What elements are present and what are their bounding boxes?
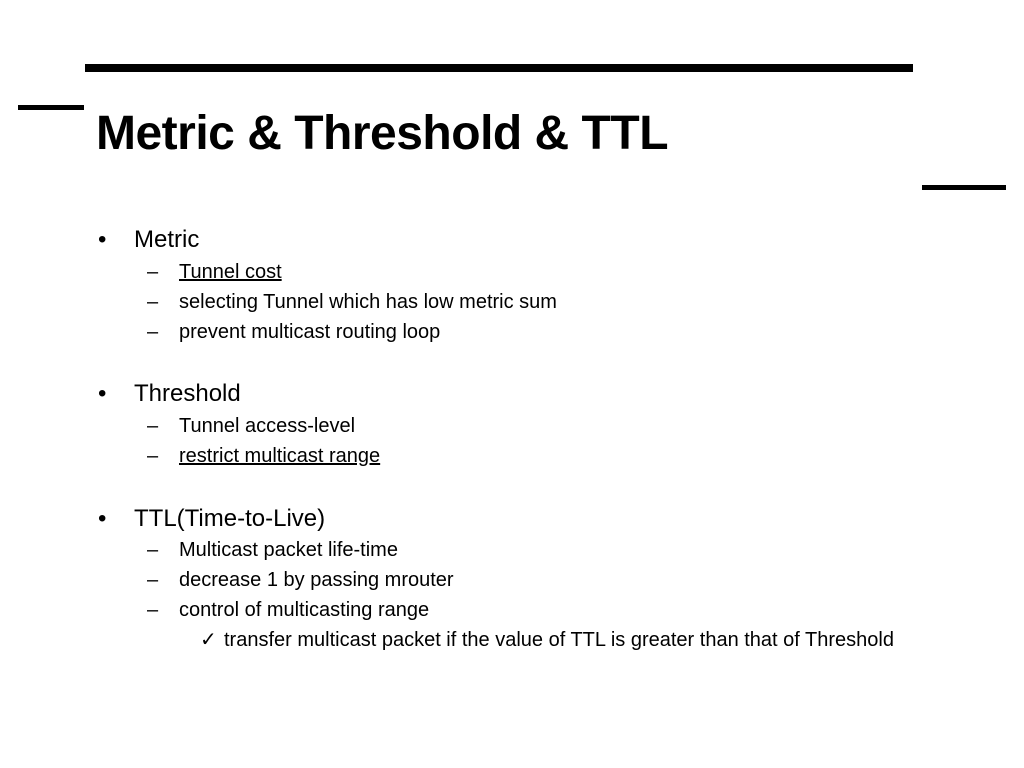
dash-icon: – xyxy=(147,569,159,591)
sub-item-prevent-loop: prevent multicast routing loop xyxy=(179,321,441,343)
dash-icon: – xyxy=(147,599,159,621)
sub-item-life-time: Multicast packet life-time xyxy=(179,539,398,561)
bullet-icon: • xyxy=(98,226,107,253)
bullet-threshold: Threshold xyxy=(134,380,241,407)
sub-item-control-range: control of multicasting range xyxy=(179,599,430,621)
dash-icon: – xyxy=(147,445,159,467)
bullet-icon: • xyxy=(98,380,107,407)
sub-item-restrict-range: restrict multicast range xyxy=(179,445,381,467)
sub-item-decrease: decrease 1 by passing mrouter xyxy=(179,569,454,591)
bullet-ttl: TTL(Time-to-Live) xyxy=(134,505,326,532)
dash-icon: – xyxy=(147,291,159,313)
sub-item-tunnel-cost: Tunnel cost xyxy=(179,261,282,283)
dash-icon: – xyxy=(147,415,159,437)
bullet-icon: • xyxy=(98,505,107,532)
checkmark-icon: ✓ xyxy=(200,629,217,651)
slide-title: Metric & Threshold & TTL xyxy=(96,107,669,160)
dash-icon: – xyxy=(147,321,159,343)
sub-item-low-metric: selecting Tunnel which has low metric sum xyxy=(179,291,557,313)
dash-icon: – xyxy=(147,539,159,561)
bullet-metric: Metric xyxy=(134,226,200,253)
dash-icon: – xyxy=(147,261,159,283)
sub-item-access-level: Tunnel access-level xyxy=(179,415,356,437)
sub-sub-item-transfer: transfer multicast packet if the value of TTL is greater than that of Threshold xyxy=(224,629,894,651)
